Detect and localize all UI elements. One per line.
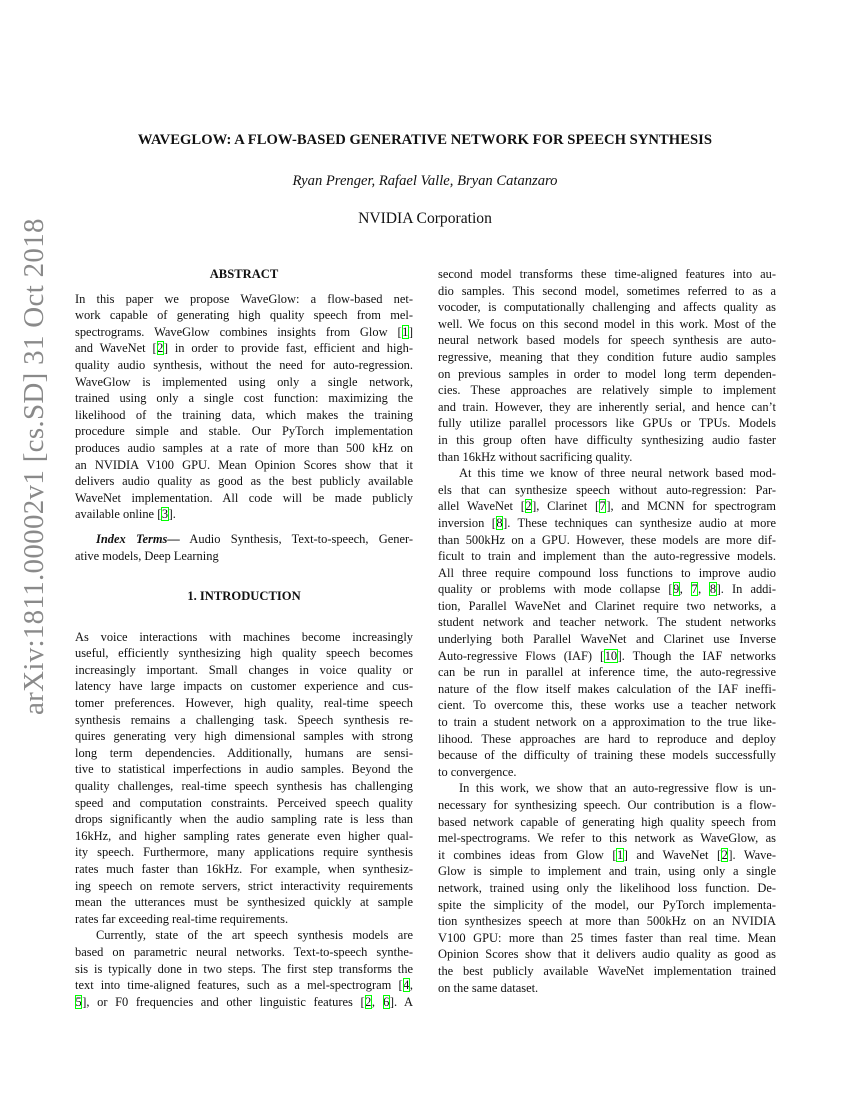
introduction-heading: 1. INTRODUCTION (187, 589, 301, 604)
citation-link[interactable]: 1 (616, 847, 624, 862)
index-terms (75, 531, 413, 564)
text-line: well. We focus on this second model in this work. Most of the (438, 316, 776, 331)
text-line: tion synthesizes speech at more than 500kHz on an NVIDIA (438, 914, 776, 929)
text-line: student network and teacher network. The student networks (438, 615, 776, 630)
text-line: mel-spectrograms. We refer to this network as WaveGlow, as (438, 831, 776, 846)
text-line: els that can synthesize speech without auto-regression: Par- (438, 482, 776, 497)
text-line: to train a student network on a approximation to the true like- (438, 715, 776, 730)
text-line: in this group often have difficulty synthesizing audio faster (438, 432, 776, 447)
text-line: neural network based models for speech synthesis are auto- (438, 333, 776, 348)
text-line: an NVIDIA V100 GPU. Mean Opinion Scores show that it (75, 457, 413, 472)
text-line: 16kHz, and higher sampling rates generate even higher qual- (75, 828, 413, 843)
text-line: likelihood of the training data, which makes the training (75, 407, 413, 422)
text-line: fully utilize parallel processors like GPUs or TPUs. Models (438, 416, 776, 431)
citation-link[interactable]: 7 (691, 582, 698, 597)
text-line: can be run in parallel at inference time, the auto-regressive (438, 665, 776, 680)
text-line: synthesis remains a challenging task. Speech synthesis re- (75, 712, 413, 727)
text-line: ing speech on remote servers, strict interactivity requirements (75, 878, 413, 893)
intro-paragraph-1 (75, 629, 413, 928)
citation-link[interactable]: 9 (673, 582, 680, 597)
citation-link[interactable]: 10 (604, 648, 618, 663)
left-column (75, 266, 413, 1010)
intro-paragraph-4 (438, 465, 776, 780)
right-column (438, 266, 776, 996)
text-line: allel WaveNet [2], Clarinet [7], and MCNN for spectrogram (438, 499, 776, 514)
text-line: quires generating very high dimensional samples with strong (75, 729, 413, 744)
text-line: inversion [8]. These techniques can synthesize audio at more (438, 515, 776, 530)
text-line: tomer preferences. However, high quality, real-time speech (75, 696, 413, 711)
text-line: In this work, we show that an auto-regressive flow is un- (459, 781, 776, 796)
text-line: Glow is simple to implement and train, using only a single (438, 864, 776, 879)
citation-link[interactable]: 3 (161, 507, 169, 522)
text-line: Opinion Scores show that it delivers audio quality as good as (438, 947, 776, 962)
text-line: WaveNet implementation. All code will be made publicly (75, 490, 413, 505)
text-line: on previous samples in order to model long term dependen- (438, 366, 776, 381)
citation-link[interactable]: 4 (403, 978, 410, 993)
text-line: lihood. These approaches are hard to reproduce and deploy (438, 731, 776, 746)
text-line: speed and computation constraints. Perceived speech quality (75, 795, 413, 810)
text-line: long term dependencies. Additionally, humans are sensi- (75, 745, 413, 760)
index-terms-line (75, 531, 413, 548)
text-line: drops significantly when the audio sampling rate is less than (75, 812, 413, 827)
text-line: based network capable of generating high quality speech from (438, 814, 776, 829)
text-line: work capable of generating high quality speech from mel- (75, 308, 413, 323)
text-line: necessary for synthesizing speech. Our contribution is a flow- (438, 798, 776, 812)
text-line: than 16kHz without sacrificing quality. (438, 449, 633, 464)
abstract-heading: ABSTRACT (209, 267, 279, 281)
text-line: quality challenges, real-time speech synthesis has challenging (75, 779, 413, 794)
text-line: than 500kHz on a GPU. However, these models are more dif- (438, 532, 776, 547)
text-line: and WaveNet [2] in order to provide fast, efficient and high- (75, 341, 413, 356)
text-line: cient. To overcome this, these works use a teacher network (438, 698, 776, 713)
text-line: network, trained using only the likelihood loss function. De- (438, 880, 776, 895)
citation-link[interactable]: 7 (599, 499, 606, 514)
text-line: it combines ideas from Glow [1] and WaveNet [2]. Wave- (438, 847, 776, 862)
intro-paragraph-3 (438, 266, 776, 465)
text-line: At this time we know of three neural network based mod- (459, 466, 776, 481)
index-terms-label: Index Terms— (96, 531, 180, 546)
citation-link[interactable]: 1 (402, 324, 409, 339)
citation-link[interactable]: 8 (496, 515, 503, 530)
text-line: spectrograms. WaveGlow combines insights from Glow [1] (75, 324, 413, 339)
text-line: based on parametric neural networks. Text-to-speech synthe- (75, 944, 413, 959)
text-line: delivers audio quality as good as the best publicly available (75, 474, 413, 489)
text-line: As voice interactions with machines become increasingly (75, 629, 413, 644)
citation-link[interactable]: 6 (383, 994, 390, 1009)
text-line: regressive, meaning that they condition future audio samples (438, 349, 776, 364)
text-line: latency have large impacts on customer experience and cus- (75, 679, 413, 694)
text-line: Auto-regressive Flows (IAF) [10]. Though the IAF networks (438, 648, 776, 663)
abstract-body (75, 291, 413, 523)
paper-affiliation: NVIDIA Corporation (358, 210, 492, 227)
text-line: WaveGlow is implemented using only a single network, (75, 374, 413, 389)
text-line: procedure simple and stable. Our PyTorch implementation (75, 424, 413, 439)
text-line: quality or problems with mode collapse [9, 7, 8]. In addi- (438, 582, 776, 597)
text-line: All three require compound loss functions to improve audio (438, 565, 776, 580)
text-line: to convergence. (438, 764, 517, 779)
text-line: increasingly important. Small changes in voice quality or (75, 662, 413, 677)
text-line: In this paper we propose WaveGlow: a flow-based net- (75, 291, 413, 306)
intro-paragraph-2 (75, 927, 413, 1010)
citation-link[interactable]: 2 (365, 994, 372, 1009)
intro-paragraph-5 (438, 780, 776, 996)
paper-authors: Ryan Prenger, Rafael Valle, Bryan Catanzaro (292, 173, 558, 189)
citation-link[interactable]: 2 (157, 341, 164, 356)
text-line: vocoder, is computationally challenging and affects quality as (438, 300, 776, 315)
text-line: and train. However, they are inherently serial, and hence can’t (438, 399, 776, 414)
citation-link[interactable]: 2 (721, 847, 728, 862)
paper-title: WAVEGLOW: A FLOW-BASED GENERATIVE NETWORK FOR SPEECH SYNTHESIS (137, 132, 713, 148)
text-line: available online [3]. (75, 507, 176, 522)
text-line: trained using only a single cost function: maximizing the (75, 391, 413, 406)
text-line: second model transforms these time-aligned features into au- (438, 267, 776, 281)
text-line: cies. These approaches are relatively simple to implement (438, 383, 776, 398)
index-terms-text: Audio Synthesis, Text-to-speech, Gener- (179, 531, 413, 546)
index-terms-line: ative models, Deep Learning (75, 548, 219, 563)
text-line: ficult to train and implement than the auto-regressive models. (438, 549, 776, 564)
citation-link[interactable]: 8 (709, 582, 717, 597)
text-line: tion, Parallel WaveNet and Clarinet require two networks, a (438, 598, 776, 613)
text-line: text into time-aligned features, such as a mel-spectrogram [4, (75, 978, 413, 993)
text-line: quality audio synthesis, without the need for auto-regression. (75, 357, 413, 372)
text-line: produces audio samples at a rate of more than 500 kHz on (75, 440, 413, 455)
text-line: 5], or F0 frequencies and other linguistic features [2, 6]. A (75, 994, 414, 1009)
text-line: ity speech. Furthermore, many applications require synthesis (75, 845, 413, 860)
text-line: useful, efficiently synthesizing high quality speech becomes (75, 646, 413, 661)
text-line: rates much faster than 16kHz. For example, when synthesiz- (75, 862, 413, 876)
text-line: Currently, state of the art speech synthesis models are (96, 928, 413, 943)
text-line: spite the simplicity of the model, our PyTorch implementa- (438, 897, 776, 912)
text-line: tive to statistical imperfections in audio samples. Beyond the (75, 762, 413, 777)
text-line: rates far exceeding real-time requirements. (75, 911, 289, 926)
arxiv-stamp[interactable]: arXiv:1811.00002v1 [cs.SD] 31 Oct 2018 (18, 218, 50, 715)
text-line: dio samples. This second model, sometimes referred to as a (438, 283, 776, 298)
text-line: the best publicly available WaveNet implementation trained (438, 963, 776, 978)
text-line: because of the difficulty of training these models successfully (438, 748, 776, 763)
citation-link[interactable]: 5 (75, 994, 82, 1009)
text-line: sis is typically done in two steps. The first step transforms the (75, 961, 413, 976)
text-line: underlying both Parallel WaveNet and Clarinet use Inverse (438, 632, 776, 647)
text-line: V100 GPU: more than 25 times faster than real time. Mean (438, 930, 776, 945)
text-line: on the same dataset. (438, 980, 539, 995)
citation-link[interactable]: 2 (525, 499, 532, 514)
text-line: nature of the flow itself makes calculation of the IAF ineffi- (438, 681, 776, 696)
text-line: mean the utterances must be synthesized quickly at sample (75, 895, 413, 910)
